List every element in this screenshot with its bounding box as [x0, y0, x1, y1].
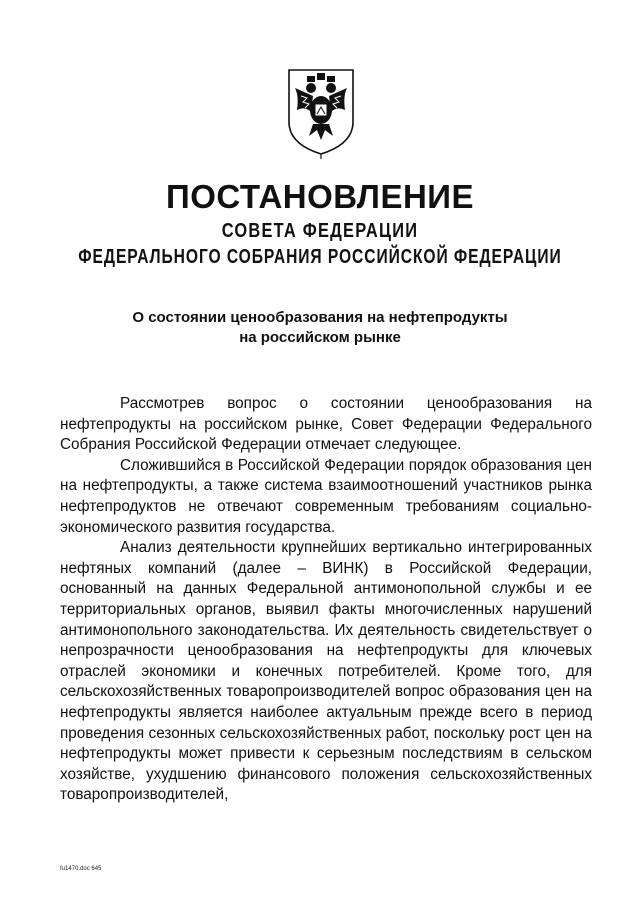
resolution-body — [60, 394, 592, 806]
russian-coat-of-arms-icon — [283, 66, 359, 160]
paragraph-1: Рассмотрев вопрос о состоянии ценообразования на нефтепродукты на российском рынке, Совет Федерации Федерального Собрания Российской Федерации отмечает следующее. — [60, 395, 592, 454]
file-reference: fu1470.doc 645 — [60, 866, 102, 872]
council-name: СОВЕТА ФЕДЕРАЦИИ — [221, 220, 419, 242]
paragraph-2: Сложившийся в Российской Федерации порядок образования цен на нефтепродукты, а также система взаимоотношений участников рынка нефтепродуктов не отвечают современным требованиям социально-экономического развития государства. — [60, 456, 592, 536]
subject-line-1: О состоянии ценообразования на нефтепродукты — [132, 309, 508, 326]
document-title: ПОСТАНОВЛЕНИЕ — [165, 178, 475, 215]
assembly-name: ФЕДЕРАЛЬНОГО СОБРАНИЯ РОССИЙСКОЙ ФЕДЕРАЦИИ — [78, 246, 562, 268]
resolution-subject — [0, 308, 640, 348]
subject-line-2: на российском рынке — [239, 329, 401, 346]
paragraph-3: Анализ деятельности крупнейших вертикально интегрированных нефтяных компаний (далее – ВИНК) в Российской Федерации, основанный на данных Федеральной антимонопольной службы и ее территориальных органов, выявил факты многочисленных нарушений антимонопольного законодательства. Их деятельность свидетельствует о непрозрачности ценообразования на нефтепродукты для ключевых отраслей экономики и конечных потребителей. Кроме того, для сельскохозяйственных товаропроизводителей вопрос образования цен на нефтепродукты является наиболее актуальным прежде всего в период проведения сезонных сельскохозяйственных работ, поскольку рост цен на нефтепродукты может привести к серьезным последствиям в сельском хозяйстве, ухудшению финансового положения сельскохозяйственных товаропроизводителей, — [60, 539, 592, 804]
